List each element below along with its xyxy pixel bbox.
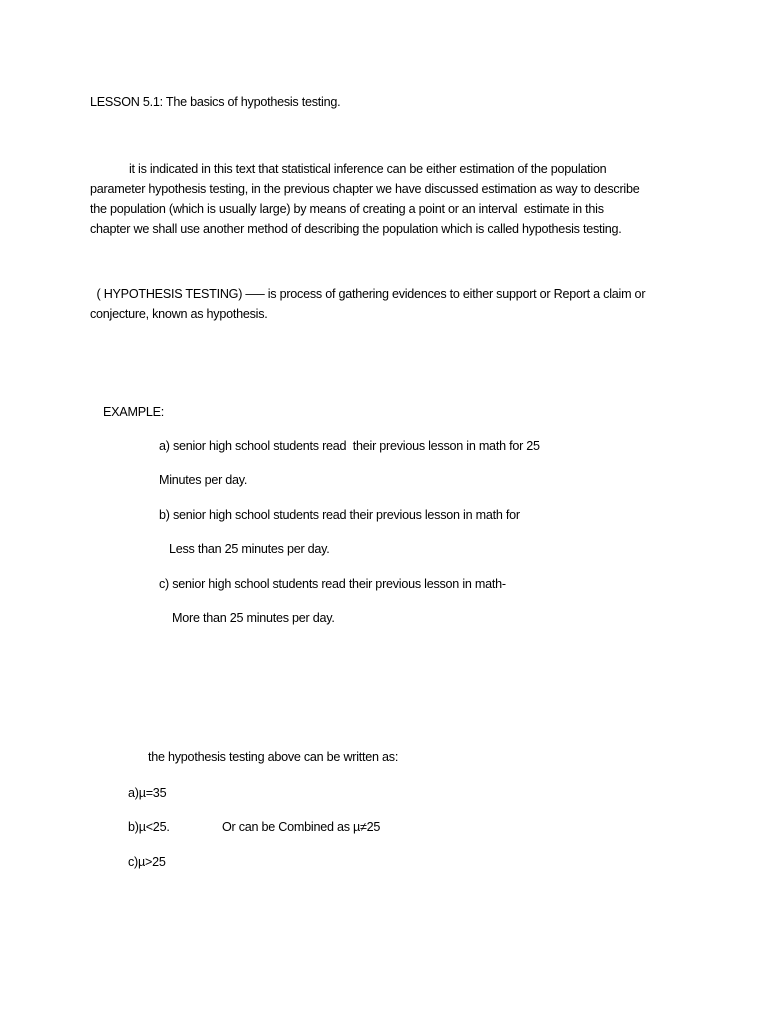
example-label: EXAMPLE:	[103, 405, 164, 419]
intro-paragraph	[90, 159, 680, 239]
intro-line: the population (which is usually large) by means of creating a point or an interval estimate in this	[90, 202, 604, 216]
example-c-line1: c) senior high school students read their previous lesson in math-	[159, 577, 506, 591]
intro-line: chapter we shall use another method of describing the population which is called hypothesis testing.	[90, 222, 622, 236]
hypothesis-a: a)µ=35	[128, 786, 167, 800]
intro-line: parameter hypothesis testing, in the previous chapter we have discussed estimation as way to describe	[90, 182, 640, 196]
hypothesis-combined: Or can be Combined as µ≠25	[222, 820, 381, 834]
intro-line: it is indicated in this text that statistical inference can be either estimation of the population	[90, 162, 607, 176]
example-b-line1: b) senior high school students read their previous lesson in math for	[159, 508, 520, 522]
example-b-line2: Less than 25 minutes per day.	[169, 542, 330, 556]
hypothesis-b: b)µ<25.	[128, 820, 170, 834]
definition-line: conjecture, known as hypothesis.	[90, 307, 268, 321]
definition-line: ( HYPOTHESIS TESTING) —– is process of gathering evidences to either support or Report a claim or	[90, 287, 646, 301]
written-as-text: the hypothesis testing above can be written as:	[148, 750, 399, 764]
lesson-heading: LESSON 5.1: The basics of hypothesis testing.	[90, 95, 341, 109]
definition-paragraph	[90, 284, 680, 324]
example-a-line2: Minutes per day.	[159, 473, 248, 487]
example-a-line1: a) senior high school students read their previous lesson in math for 25	[159, 439, 540, 453]
hypothesis-c: c)µ>25	[128, 855, 166, 869]
example-c-line2: More than 25 minutes per day.	[172, 611, 335, 625]
